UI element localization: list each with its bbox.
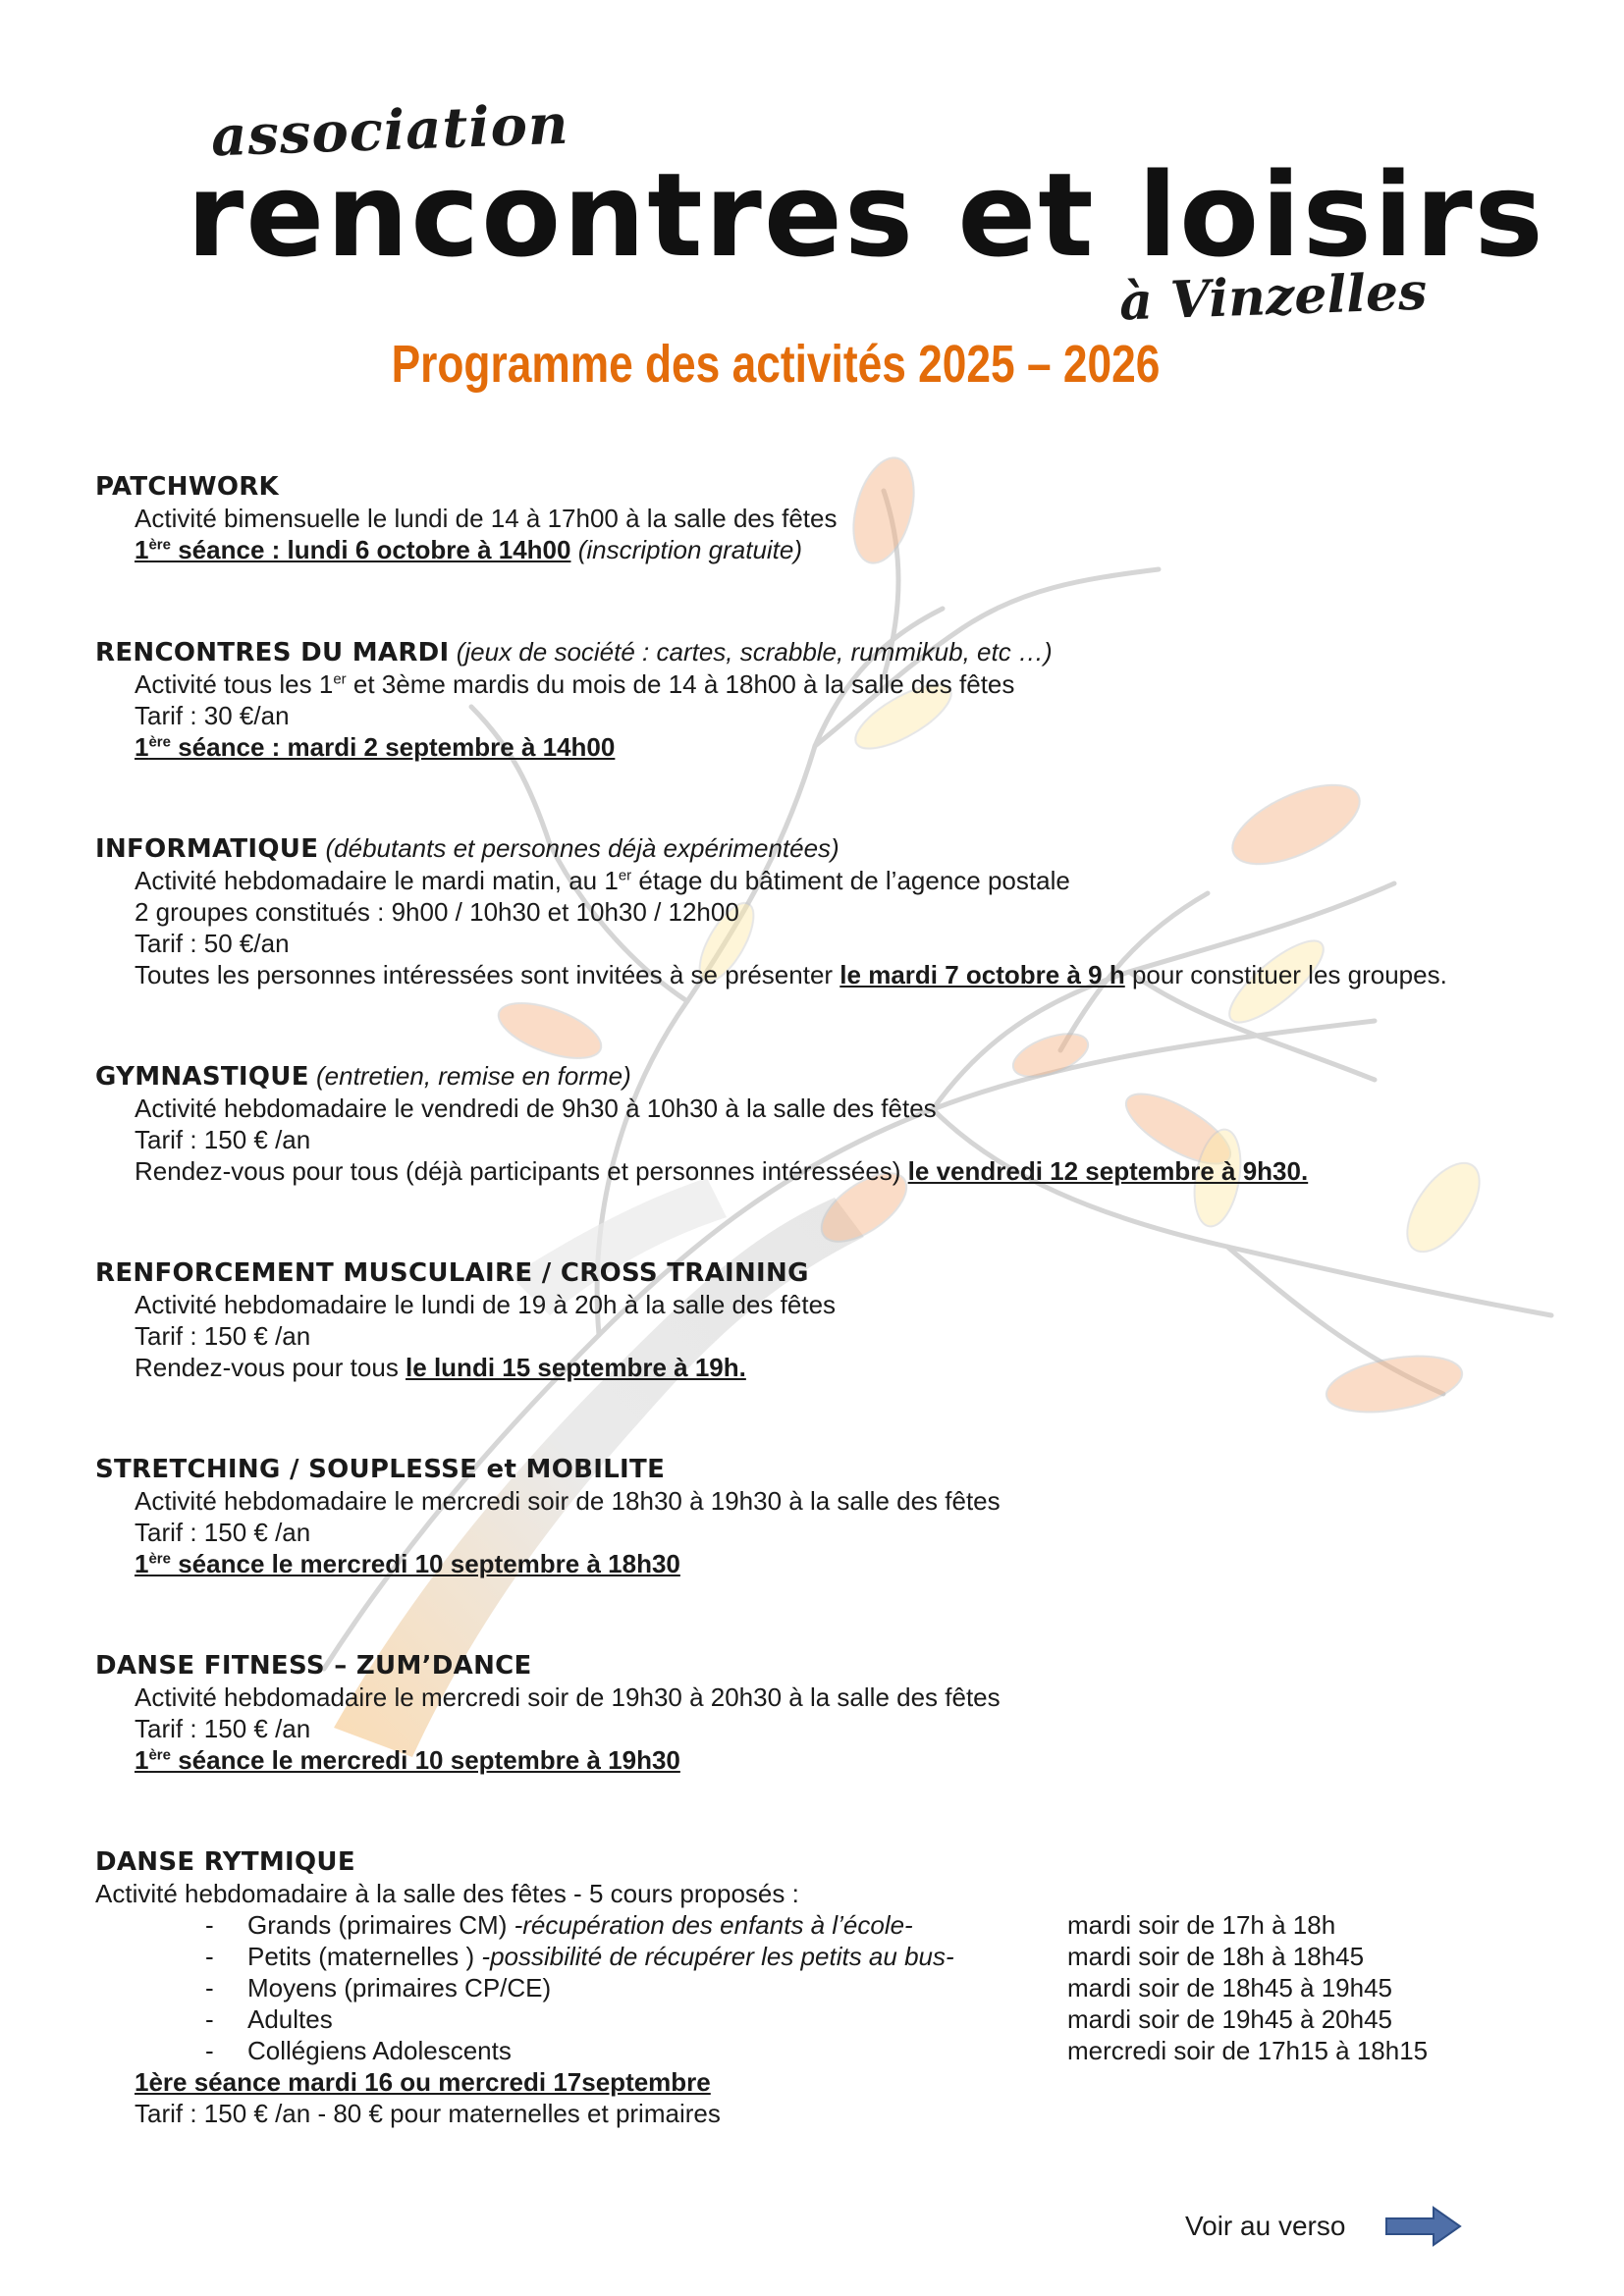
stretching-first-session: 1ère séance le mercredi 10 septembre à 18h30 bbox=[135, 1549, 680, 1578]
renfo-tarif: Tarif : 150 € /an bbox=[135, 1321, 311, 1351]
heading-gymnastique: GYMNASTIQUE (entretien, remise en forme) bbox=[95, 1061, 631, 1092]
right-arrow-icon[interactable] bbox=[1384, 2205, 1463, 2248]
heading-renforcement: RENFORCEMENT MUSCULAIRE / CROSS TRAINING bbox=[95, 1258, 809, 1288]
see-verso-link[interactable]: Voir au verso bbox=[1185, 2211, 1346, 2241]
list-item: - Adultes mardi soir de 19h45 à 20h45 bbox=[205, 2004, 1393, 2034]
rytmique-intro: Activité hebdomadaire à la salle des fêtes - 5 cours proposés : bbox=[95, 1879, 799, 1908]
section-patchwork bbox=[95, 471, 837, 565]
zumdance-tarif: Tarif : 150 € /an bbox=[135, 1714, 311, 1743]
section-zumdance bbox=[95, 1650, 1001, 1776]
zumdance-first-session: 1ère séance le mercredi 10 septembre à 19h30 bbox=[135, 1745, 680, 1775]
page-title: Programme des activités 2025 – 2026 bbox=[391, 335, 1161, 394]
logo-place-text: à Vinzelles bbox=[1118, 261, 1429, 333]
logo-main-text: rencontres et loisirs bbox=[187, 147, 1545, 283]
list-item: - Grands (primaires CM) -récupération des enfants à l’école- mardi soir de 17h à 18h bbox=[205, 1910, 1336, 1940]
heading-stretching: STRETCHING / SOUPLESSE et MOBILITE bbox=[95, 1455, 666, 1484]
gym-meeting: Rendez-vous pour tous (déjà participants et personnes intéressées) le vendredi 12 septembre à 9h30. bbox=[135, 1156, 1309, 1186]
heading-zumdance: DANSE FITNESS – ZUM’DANCE bbox=[95, 1651, 532, 1681]
informatique-meeting: Toutes les personnes intéressées sont invitées à se présenter le mardi 7 octobre à 9 h pour constituer les groupes. bbox=[135, 960, 1447, 989]
informatique-tarif: Tarif : 50 €/an bbox=[135, 929, 290, 958]
section-danse-rytmique bbox=[95, 1846, 1529, 2129]
gym-tarif: Tarif : 150 € /an bbox=[135, 1125, 311, 1154]
patchwork-schedule: Activité bimensuelle le lundi de 14 à 17h00 à la salle des fêtes bbox=[135, 504, 838, 533]
rytmique-first-session: 1ère séance mardi 16 ou mercredi 17septembre bbox=[135, 2067, 711, 2097]
informatique-groups: 2 groupes constitués : 9h00 / 10h30 et 10h30 / 12h00 bbox=[135, 897, 739, 927]
section-stretching bbox=[95, 1454, 1001, 1579]
patchwork-first-session: 1ère séance : lundi 6 octobre à 14h00 (inscription gratuite) bbox=[135, 535, 803, 564]
mardi-first-session: 1ère séance : mardi 2 septembre à 14h00 bbox=[135, 732, 616, 762]
rytmique-tarif: Tarif : 150 € /an - 80 € pour maternelles et primaires bbox=[135, 2099, 721, 2128]
informatique-schedule: Activité hebdomadaire le mardi matin, au 1er étage du bâtiment de l’agence postale bbox=[135, 866, 1070, 895]
mardi-tarif: Tarif : 30 €/an bbox=[135, 701, 290, 730]
list-item: - Collégiens Adolescents mercredi soir de 17h15 à 18h15 bbox=[205, 2036, 1429, 2065]
section-informatique bbox=[95, 832, 1447, 990]
section-rencontres-mardi bbox=[95, 636, 1053, 763]
zumdance-schedule: Activité hebdomadaire le mercredi soir de 19h30 à 20h30 à la salle des fêtes bbox=[135, 1682, 1001, 1712]
heading-patchwork: PATCHWORK bbox=[95, 472, 279, 502]
heading-danse-rytmique: DANSE RYTMIQUE bbox=[95, 1847, 355, 1877]
list-item: - Moyens (primaires CP/CE) mardi soir de 18h45 à 19h45 bbox=[205, 1973, 1393, 2002]
heading-informatique: INFORMATIQUE (débutants et personnes déjà expérimentées) bbox=[95, 833, 839, 864]
renfo-meeting: Rendez-vous pour tous le lundi 15 septembre à 19h. bbox=[135, 1353, 746, 1382]
gym-schedule: Activité hebdomadaire le vendredi de 9h30 à 10h30 à la salle des fêtes bbox=[135, 1094, 937, 1123]
logo-association-text: association bbox=[209, 91, 570, 170]
renfo-schedule: Activité hebdomadaire le lundi de 19 à 20h à la salle des fêtes bbox=[135, 1290, 837, 1319]
list-item: - Petits (maternelles ) -possibilité de récupérer les petits au bus- mardi soir de 18h à 18h45 bbox=[205, 1942, 1365, 1971]
section-renforcement bbox=[95, 1257, 836, 1383]
stretching-tarif: Tarif : 150 € /an bbox=[135, 1518, 311, 1547]
section-gymnastique bbox=[95, 1060, 1308, 1187]
mardi-schedule: Activité tous les 1er et 3ème mardis du mois de 14 à 18h00 à la salle des fêtes bbox=[135, 669, 1015, 699]
heading-rencontres-mardi: RENCONTRES DU MARDI (jeux de société : cartes, scrabble, rummikub, etc …) bbox=[95, 637, 1053, 667]
stretching-schedule: Activité hebdomadaire le mercredi soir de 18h30 à 19h30 à la salle des fêtes bbox=[135, 1486, 1001, 1516]
